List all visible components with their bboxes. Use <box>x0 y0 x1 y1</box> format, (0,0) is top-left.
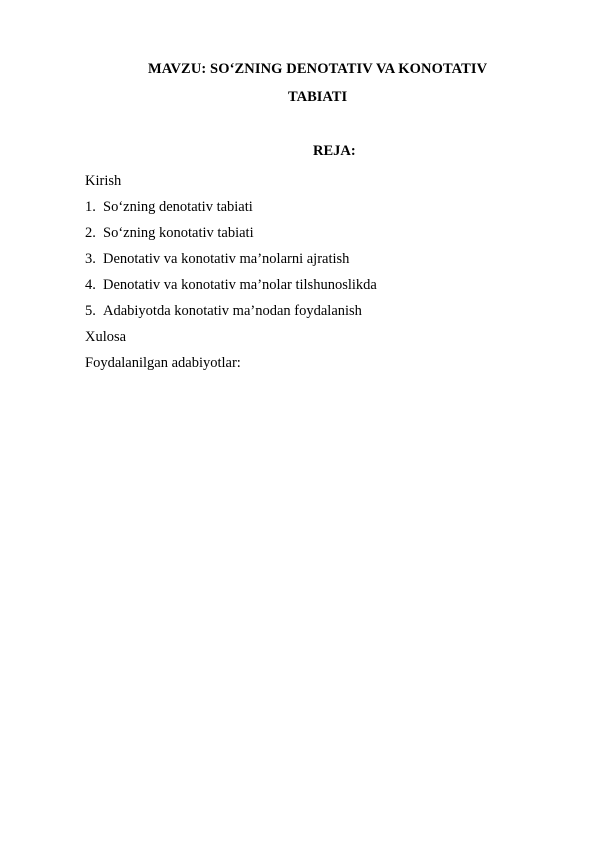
plan-item-number: 5. <box>85 303 96 319</box>
plan-item-text: So‘zning konotativ tabiati <box>103 225 254 241</box>
plan-item-1 <box>85 194 377 220</box>
plan-item-references: Foydalanilgan adabiyotlar: <box>85 355 241 371</box>
plan-item-number: 4. <box>85 277 96 293</box>
plan-item-conclusion: Xulosa <box>85 329 127 345</box>
plan-item-text: So‘zning denotativ tabiati <box>103 199 253 215</box>
plan-heading: REJA: <box>313 143 356 159</box>
document-title-line-1: MAVZU: SO‘ZNING DENOTATIV VA KONOTATIV <box>148 61 488 77</box>
plan-item-5 <box>85 298 377 324</box>
plan-item-text: Denotativ va konotativ ma’nolar tilshunoslikda <box>103 277 377 293</box>
plan-item-number: 2. <box>85 225 96 241</box>
plan-list <box>85 168 377 376</box>
plan-item-number: 3. <box>85 251 96 267</box>
plan-item-text: Adabiyotda konotativ ma’nodan foydalanish <box>103 303 362 319</box>
plan-item-intro: Kirish <box>85 173 122 189</box>
plan-item-number: 1. <box>85 199 96 215</box>
plan-item-text: Denotativ va konotativ ma’nolarni ajratish <box>103 251 350 267</box>
plan-item-2 <box>85 220 377 246</box>
document-title-line-2: TABIATI <box>288 89 348 105</box>
plan-item-4 <box>85 272 377 298</box>
plan-item-3 <box>85 246 377 272</box>
